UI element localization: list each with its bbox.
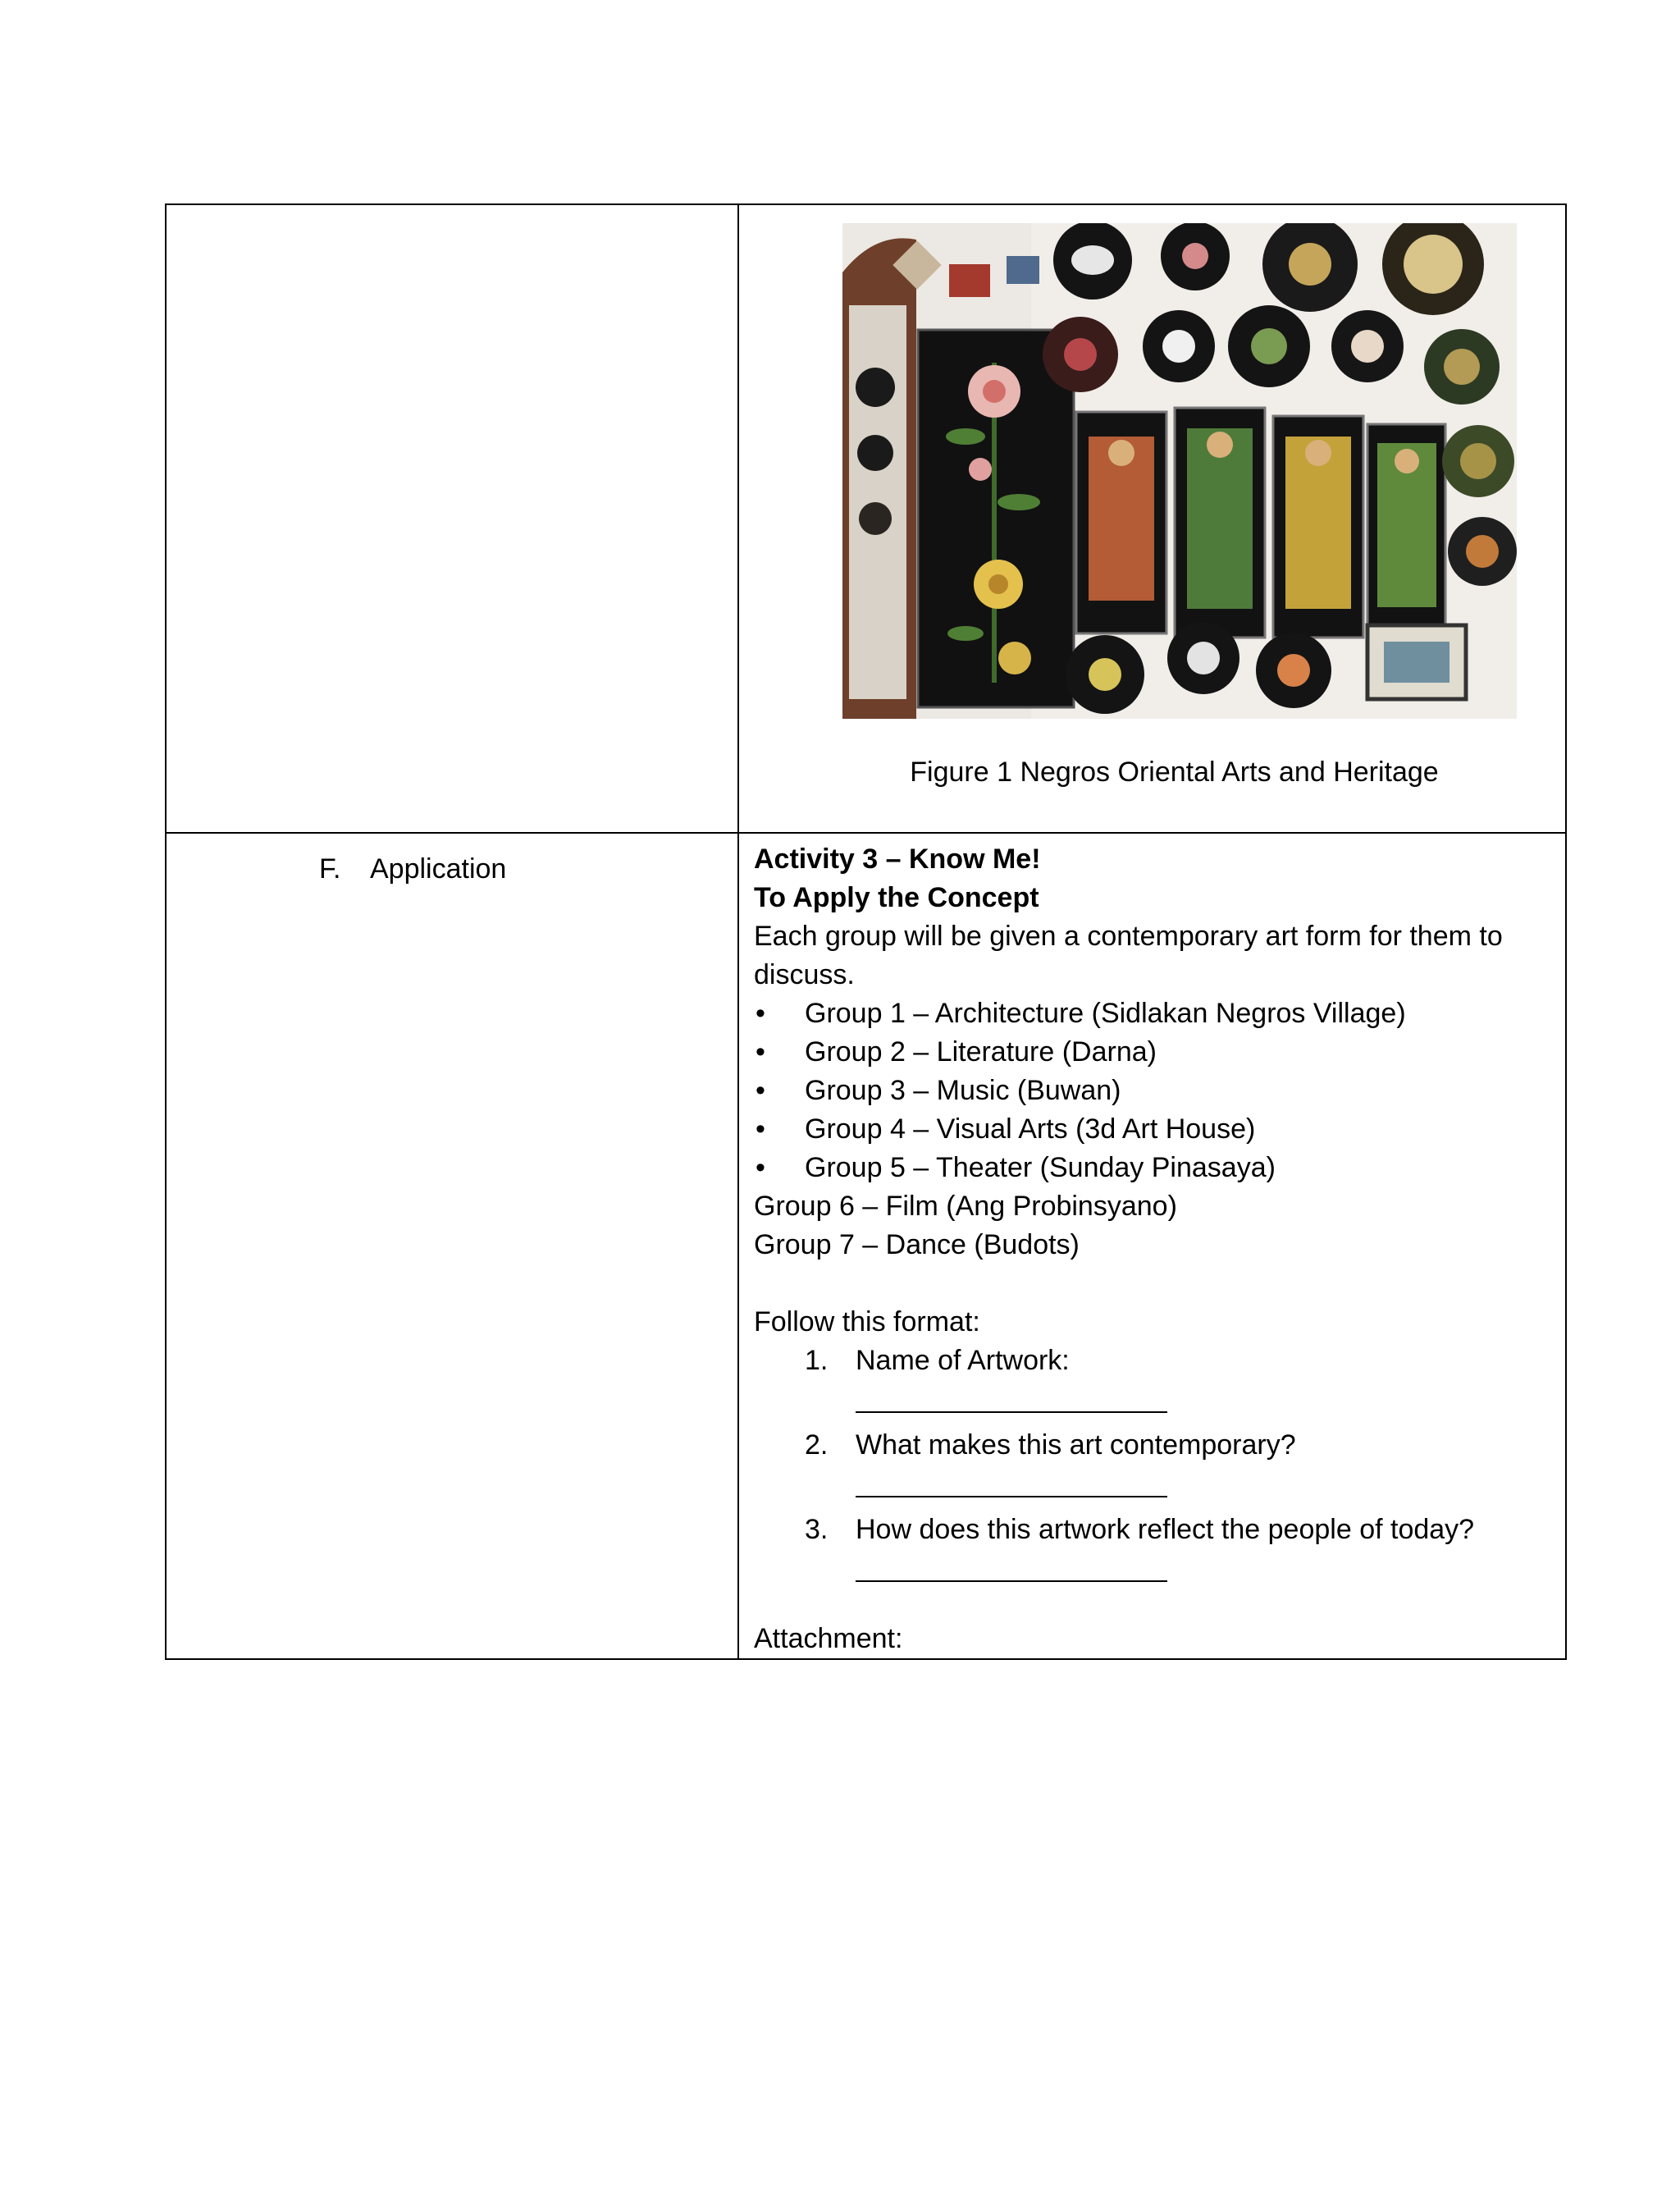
- item-number: 3.: [805, 1514, 829, 1545]
- format-question: Name of Artwork:: [856, 1345, 1070, 1376]
- figure-cell: [738, 204, 1566, 833]
- section-label-cell: [166, 833, 738, 1659]
- activity-title: Activity 3 – Know Me!: [754, 844, 1041, 875]
- answer-blank-line: [856, 1549, 1167, 1582]
- artwork-photo: [842, 223, 1517, 719]
- group-line: Group 6 – Film (Ang Probinsyano): [754, 1191, 1177, 1222]
- artwork-photo-illustration: [842, 223, 1517, 719]
- answer-blank-line: [856, 1380, 1167, 1413]
- list-item: [754, 1511, 1550, 1582]
- bullet-icon: •: [756, 1036, 765, 1068]
- group-line: Group 7 – Dance (Budots): [754, 1229, 1080, 1260]
- list-item: • Group 3 – Music (Buwan): [754, 1072, 1550, 1110]
- section-letter: F.: [319, 853, 341, 885]
- format-question: How does this artwork reflect the people of today?: [856, 1514, 1475, 1545]
- answer-blank-line: [856, 1465, 1167, 1497]
- format-intro: Follow this format:: [754, 1306, 980, 1337]
- application-row: [166, 833, 1566, 1659]
- figure-left-cell: [166, 204, 738, 833]
- lesson-table: [165, 203, 1567, 1660]
- application-content-cell: [738, 833, 1566, 1659]
- section-label: [167, 834, 737, 885]
- bullet-icon: •: [756, 998, 765, 1029]
- list-item: [754, 1426, 1550, 1497]
- bullet-icon: •: [756, 1113, 765, 1145]
- section-title: Application: [370, 853, 507, 885]
- list-item: [754, 1342, 1550, 1413]
- format-question: What makes this art contemporary?: [856, 1429, 1296, 1461]
- list-item: • Group 4 – Visual Arts (3d Art House): [754, 1110, 1550, 1149]
- item-number: 1.: [805, 1345, 829, 1376]
- item-number: 2.: [805, 1429, 829, 1461]
- list-item: • Group 2 – Literature (Darna): [754, 1033, 1550, 1072]
- attachment-label: Attachment:: [754, 1623, 903, 1654]
- format-list: [754, 1342, 1550, 1582]
- figure-caption: Figure 1 Negros Oriental Arts and Heritage: [910, 757, 1439, 788]
- list-item: • Group 5 – Theater (Sunday Pinasaya): [754, 1149, 1550, 1187]
- activity-subtitle: To Apply the Concept: [754, 882, 1039, 913]
- list-item: • Group 1 – Architecture (Sidlakan Negros Village): [754, 994, 1550, 1033]
- activity-intro: Each group will be given a contemporary art form for them to discuss.: [754, 921, 1503, 990]
- bullet-icon: •: [756, 1075, 765, 1106]
- group-bullet-list: [754, 994, 1550, 1187]
- figure-row: [166, 204, 1566, 833]
- bullet-icon: •: [756, 1152, 765, 1183]
